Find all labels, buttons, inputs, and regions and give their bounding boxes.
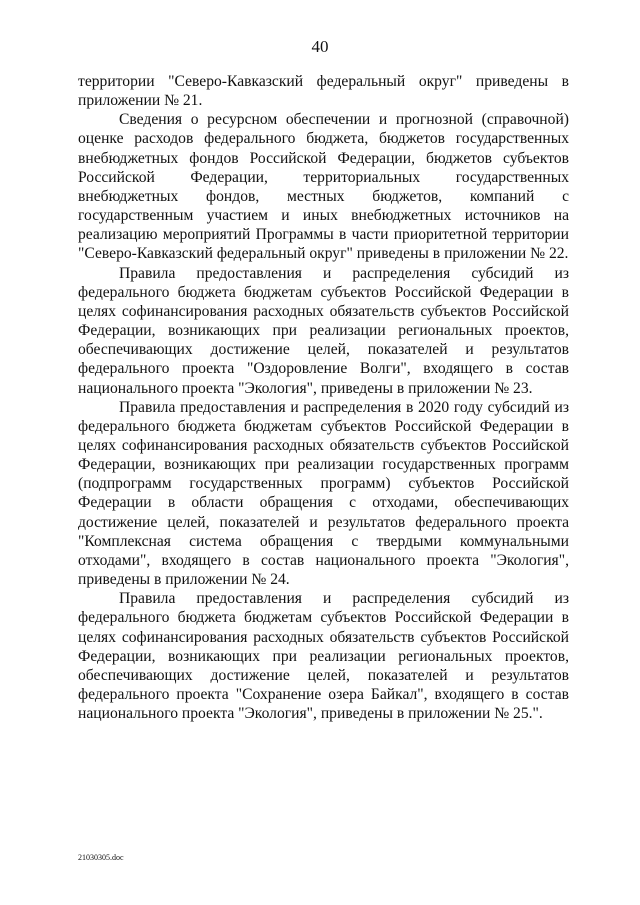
paragraph-volga-subsidies: Правила предоставления и распределения субсидий из федерального бюджета бюджетам субъектов Российской Федерации в целях софинансирования расходных обязательств субъектов Российской Федерации, возникающих при реализации региональных проектов, обеспечивающих достижение целей, показателей и результатов федерального проекта "Оздоровление Волги", входящего в состав национального проекта "Экология", приведены в приложении № 23. <box>78 264 569 397</box>
document-body <box>78 72 569 723</box>
paragraph-waste-subsidies: Правила предоставления и распределения в 2020 году субсидий из федерального бюджета бюджетам субъектов Российской Федерации в целях софинансирования расходных обязательств субъектов Российской Федерации, возникающих при реализации государственных программ (подпрограмм государственных программ) субъектов Российской Федерации в области обращения с отходами, обеспечивающих достижение целей, показателей и результатов федерального проекта "Комплексная система обращения с твердыми коммунальными отходами", входящего в состав национального проекта "Экология", приведены в приложении № 24. <box>78 398 569 589</box>
footer-file-code: 21030305.doc <box>78 853 124 862</box>
page-number: 40 <box>311 37 329 56</box>
paragraph-resource-provision: Сведения о ресурсном обеспечении и прогнозной (справочной) оценке расходов федерального бюджета, бюджетов государственных внебюджетных фондов Российской Федерации, бюджетов субъектов Российской Федерации, территориальных государственных внебюджетных фондов, местных бюджетов, компаний с государственным участием и иных внебюджетных источников на реализацию мероприятий Программы в части приоритетной территории "Северо-Кавказский федеральный округ" приведены в приложении № 22. <box>78 111 569 263</box>
paragraph-baikal-subsidies: Правила предоставления и распределения субсидий из федерального бюджета бюджетам субъектов Российской Федерации в целях софинансирования расходных обязательств субъектов Российской Федерации, возникающих при реализации региональных проектов, обеспечивающих достижение целей, показателей и результатов федерального проекта "Сохранение озера Байкал", входящего в состав национального проекта "Экология", приведены в приложении № 25.". <box>78 590 569 723</box>
paragraph-continuation: территории "Северо-Кавказский федеральный округ" приведены в приложении № 21. <box>78 73 569 110</box>
